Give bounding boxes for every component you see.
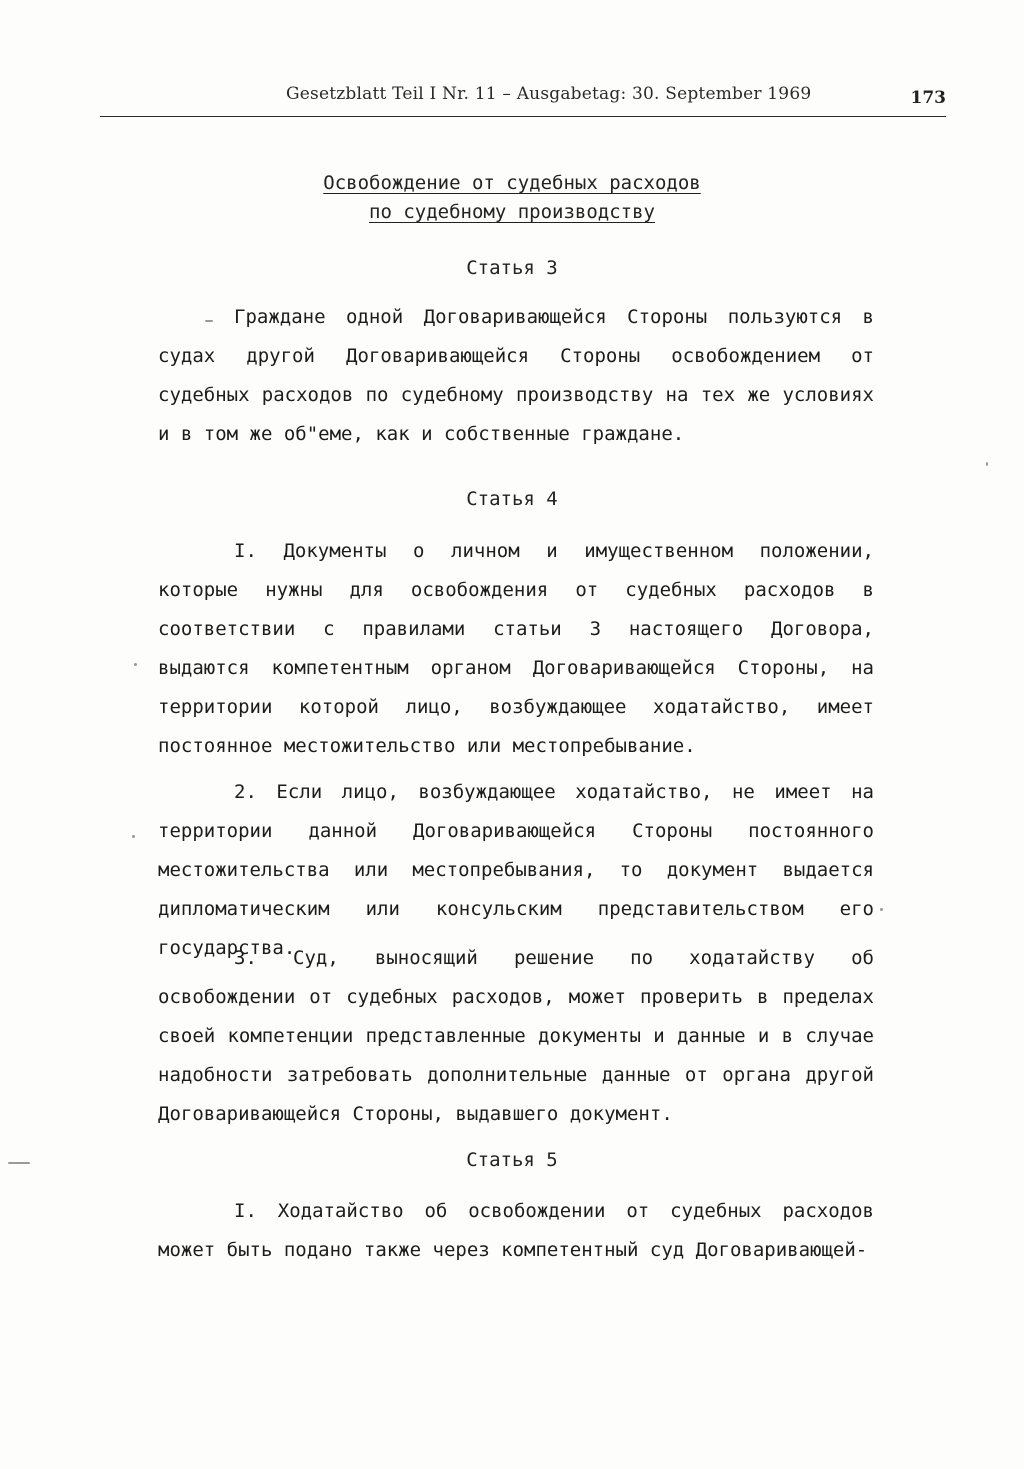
article-3-paragraph: Граждане одной Договаривающейся Стороны пользуются в судах другой Договаривающейся Стороны освобождением от судебных расходов по судебному производству на тех же условиях и в том же об"еме, как и собственные граждане.: [158, 306, 874, 445]
page-header: [100, 82, 946, 117]
document-title-line-1: Освобождение от судебных расходов: [323, 172, 701, 194]
article-3-heading: Статья 3: [466, 257, 558, 279]
document-title-line-2: по судебному производству: [369, 201, 655, 223]
scan-speck: [205, 320, 213, 322]
article-4-paragraph-1: I. Документы о личном и имущественном положении, которые нужны для освобождения от судебных расходов в соответствии с правилами статьи 3 настоящего Договора, выдаются компетентным органом Договаривающейся Стороны, на территории которой лицо, возбуждающее ходатайство, имеет постоянное местожительство или местопребывание.: [158, 540, 874, 757]
scan-speck: [8, 1162, 30, 1164]
article-5-paragraph-1: I. Ходатайство об освобождении от судебных расходов может быть подано также через компетентный суд Договаривающей-: [158, 1200, 874, 1261]
scan-speck: [134, 663, 137, 666]
scan-speck: [986, 462, 988, 466]
header-text: Gesetzblatt Teil I Nr. 11 – Ausgabetag: 30. September 1969: [286, 84, 812, 104]
article-5-heading: Статья 5: [466, 1149, 558, 1171]
article-4-heading: Статья 4: [466, 488, 558, 510]
page-number: 173: [910, 88, 946, 108]
article-4-paragraph-3: 3. Суд, выносящий решение по ходатайству об освобождении от судебных расходов, может проверить в пределах своей компетенции представленные документы и данные и в случае надобности затребовать дополнительные данные от органа другой Договаривающейся Стороны, выдавшего документ.: [158, 947, 874, 1125]
article-4-paragraph-2: 2. Если лицо, возбуждающее ходатайство, не имеет на территории данной Договаривающейся Стороны постоянного местожительства или местопребывания, то документ выдается дипломатическим или консульским представительством его государства.: [158, 781, 874, 959]
scan-speck: [880, 908, 883, 911]
scan-speck: [132, 835, 135, 838]
